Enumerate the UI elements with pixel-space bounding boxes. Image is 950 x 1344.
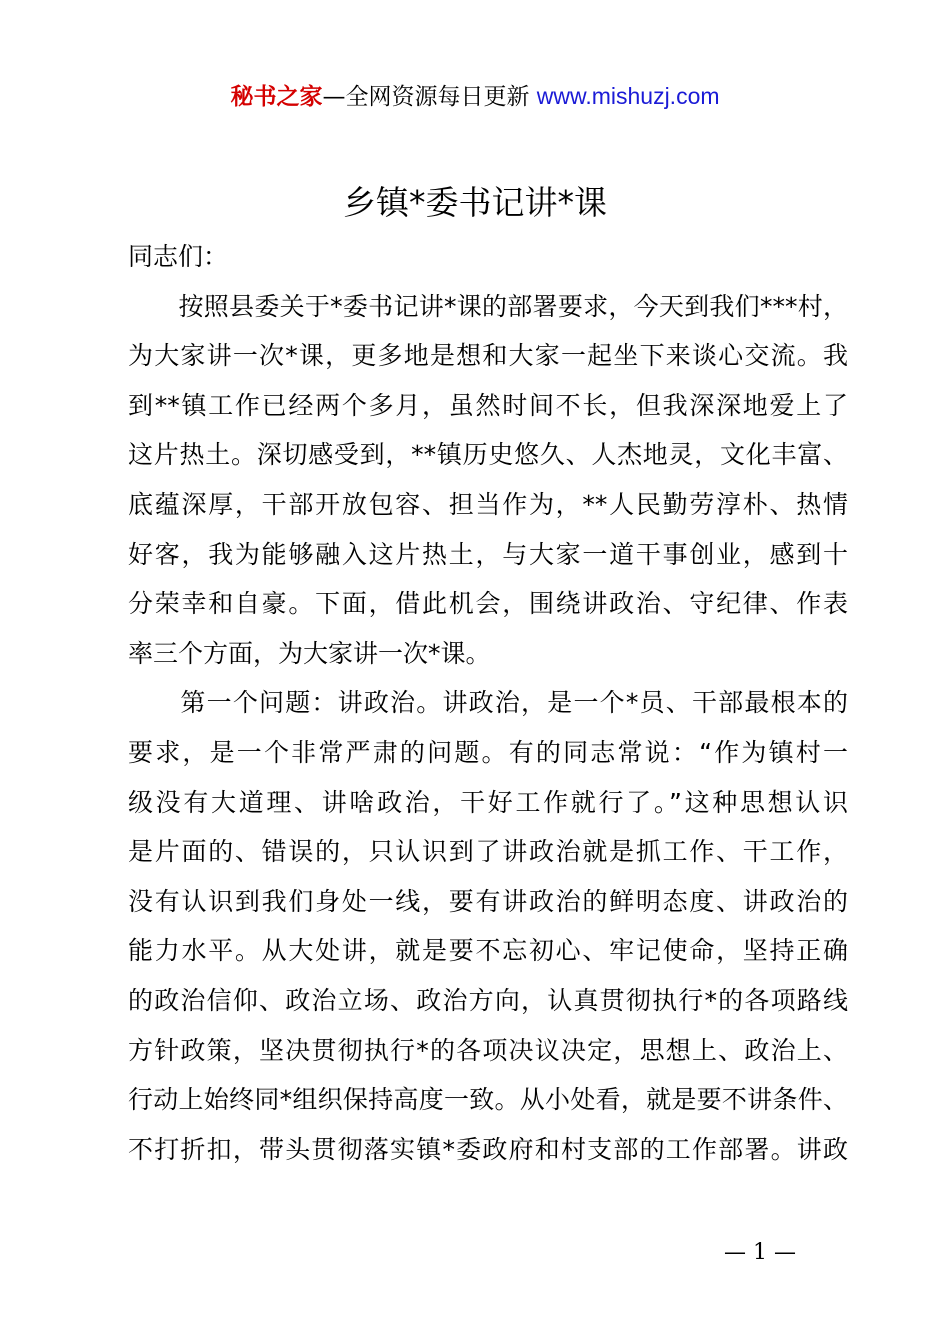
text-line: 为大家讲一次*课，更多地是想和大家一起坐下来谈心交流。我 [128, 341, 848, 371]
text-line: 级没有大道理、讲啥政治，干好工作就行了。”这种思想认识 [128, 787, 848, 817]
salutation: 同志们： [128, 242, 229, 271]
text-line: 率三个方面，为大家讲一次*课。 [128, 638, 491, 668]
text-line: 能力水平。从大处讲，就是要不忘初心、牢记使命，坚持正确 [128, 936, 848, 966]
text-line: 方针政策，坚决贯彻执行*的各项决议决定，思想上、政治上、 [128, 1035, 848, 1065]
text-line: 要求，是一个非常严肃的问题。有的同志常说：“作为镇村一 [128, 737, 848, 767]
document-body [128, 232, 848, 1174]
document-title: 乡镇*委书记讲*课 [343, 183, 607, 222]
site-brand: 秘书之家 [230, 84, 323, 110]
text-line: 分荣幸和自豪。下面，借此机会，围绕讲政治、守纪律、作表 [128, 589, 848, 619]
text-line: 行动上始终同*组织保持高度一致。从小处看，就是要不讲条件、 [128, 1085, 848, 1115]
text-line: 没有认识到我们身处一线，要有讲政治的鲜明态度、讲政治的 [128, 886, 848, 916]
site-header [0, 80, 950, 113]
page-number: — 1 — [724, 1240, 796, 1265]
text-line: 按照县委关于*委书记讲*课的部署要求，今天到我们***村， [128, 291, 848, 321]
site-tagline: —全网资源每日更新 [322, 84, 530, 110]
site-url-link[interactable]: www.mishuzj.com [536, 83, 720, 109]
text-line: 这片热土。深切感受到，**镇历史悠久、人杰地灵，文化丰富、 [128, 440, 848, 470]
text-line: 底蕴深厚，干部开放包容、担当作为，**人民勤劳淳朴、热情 [128, 489, 848, 519]
text-line: 到**镇工作已经两个多月，虽然时间不长，但我深深地爱上了 [128, 390, 848, 420]
text-line: 第一个问题：讲政治。讲政治，是一个*员、干部最根本的 [128, 688, 848, 718]
text-line: 不打折扣，带头贯彻落实镇*委政府和村支部的工作部署。讲政 [128, 1134, 848, 1164]
text-line: 的政治信仰、政治立场、政治方向，认真贯彻执行*的各项路线 [128, 985, 848, 1015]
text-line: 好客，我为能够融入这片热土，与大家一道干事创业，感到十 [128, 539, 848, 569]
text-line: 是片面的、错误的，只认识到了讲政治就是抓工作、干工作， [128, 837, 848, 867]
